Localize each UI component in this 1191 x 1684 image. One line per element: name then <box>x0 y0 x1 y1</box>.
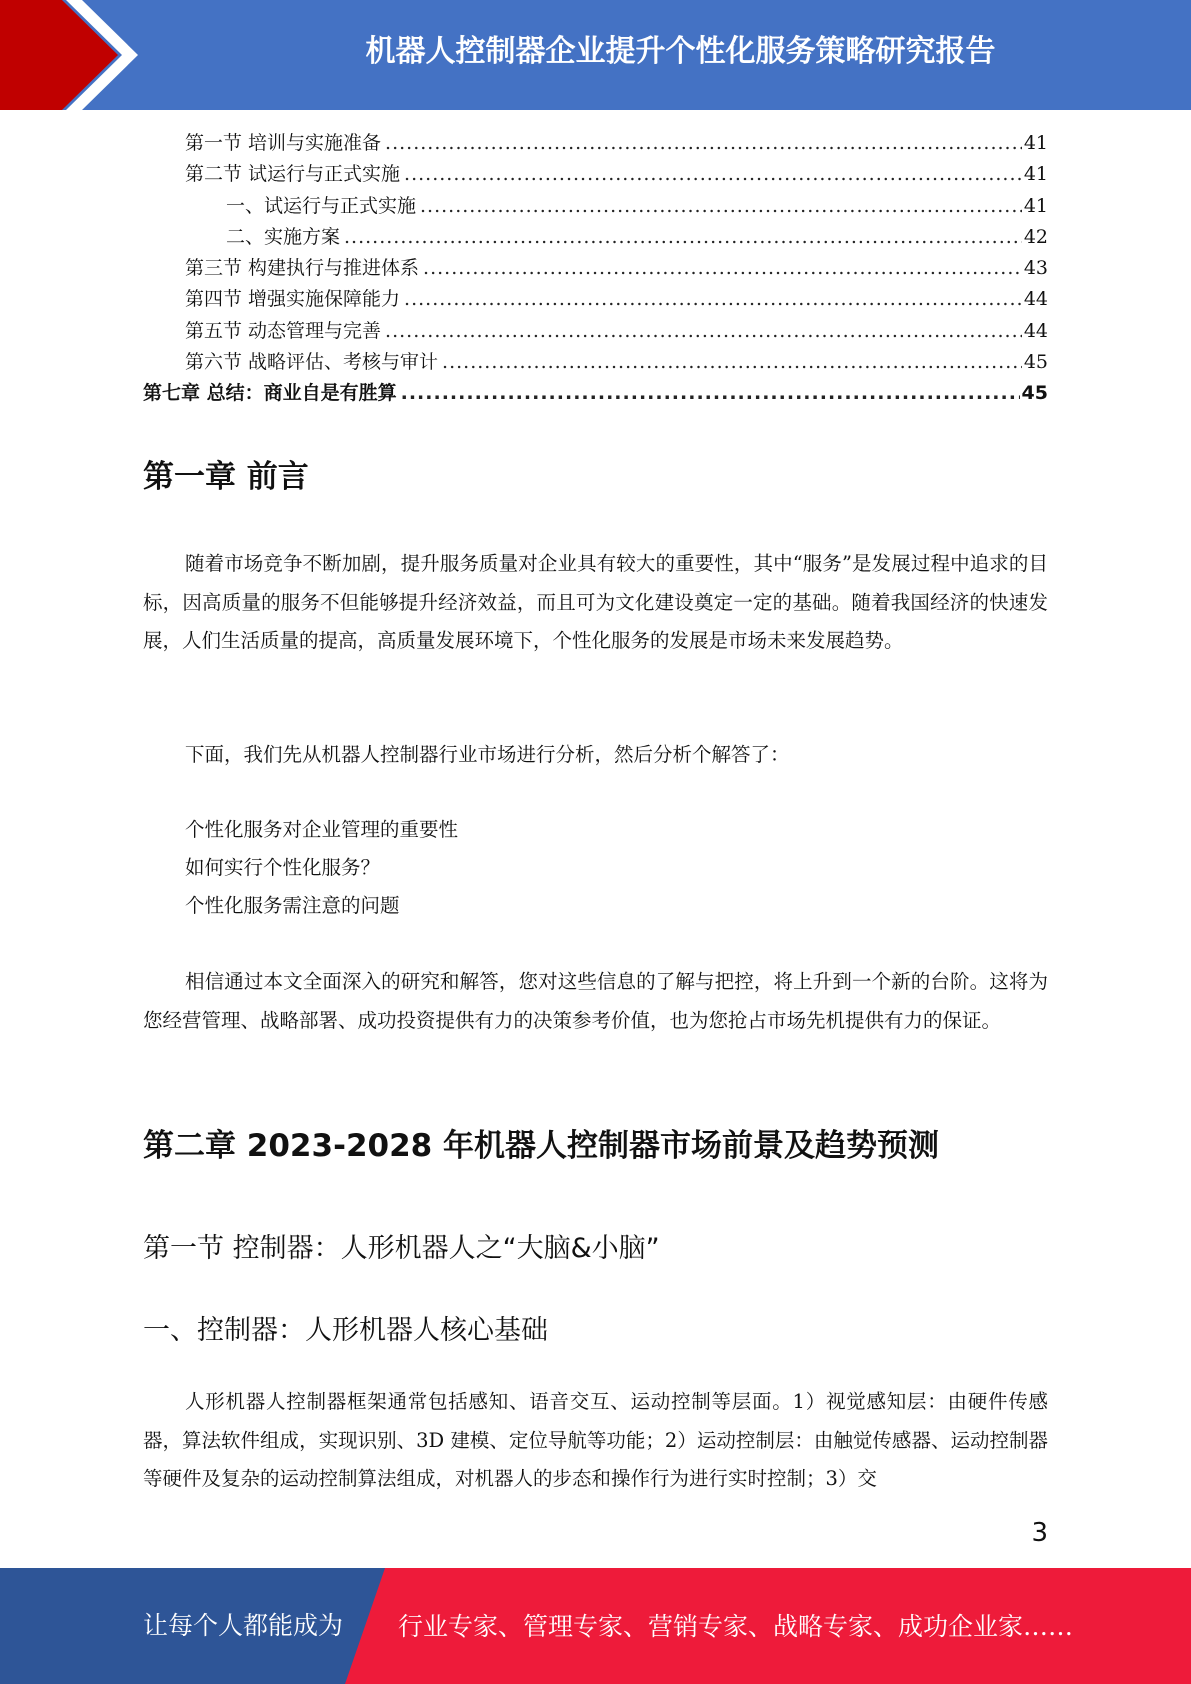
toc-leader-dots <box>401 378 1020 409</box>
section-heading: 第一节 控制器：人形机器人之“大脑&小脑” <box>143 1233 660 1264</box>
toc-entry-label: 第三节 构建执行与推进体系 <box>185 257 420 280</box>
toc-entry[interactable] <box>143 284 1048 315</box>
toc-leader-dots <box>442 347 1022 378</box>
list-item: 个性化服务对企业管理的重要性 <box>185 818 459 841</box>
page-footer <box>0 1568 1191 1684</box>
toc-entry-page: 45 <box>1021 382 1048 405</box>
header-arrow-decoration <box>0 0 160 110</box>
toc-entry-label: 一、试运行与正式实施 <box>226 194 417 217</box>
toc-entry-page: 42 <box>1023 225 1048 248</box>
footer-slogan-left: 让每个人都能成为 <box>143 1611 344 1640</box>
toc-entry-label: 第一节 培训与实施准备 <box>185 132 382 154</box>
chapter-1-paragraph-1: 随着市场竞争不断加剧，提升服务质量对企业具有较大的重要性，其中“服务”是发展过程中追求的目标，因高质量的服务不但能够提升经济效益，而且可为文化建设奠定一定的基础。随着我国经济的快速发展，人们生活质量的提高，高质量发展环境下，个性化服务的发展是市场未来发展趋势。 <box>143 552 1048 652</box>
chapter-2-heading: 第二章 2023-2028 年机器人控制器市场前景及趋势预测 <box>143 1128 940 1164</box>
toc-leader-dots <box>423 253 1022 284</box>
toc-leader-dots <box>385 316 1022 347</box>
list-item: 个性化服务需注意的问题 <box>185 894 400 917</box>
toc-entry-label: 第五节 动态管理与完善 <box>185 319 382 342</box>
toc-leader-dots <box>404 284 1022 315</box>
toc-leader-dots <box>344 222 1022 253</box>
page-number: 3 <box>1031 1518 1048 1548</box>
toc-entry-page: 41 <box>1023 194 1048 217</box>
toc-entry-label: 第六节 战略评估、考核与审计 <box>185 351 439 374</box>
toc-entry-page: 41 <box>1023 132 1048 154</box>
toc-entry-page: 43 <box>1023 257 1048 280</box>
toc-entry-chapter[interactable] <box>143 378 1048 409</box>
toc-entry[interactable] <box>143 159 1048 190</box>
toc-entry-page: 45 <box>1023 351 1048 374</box>
report-title: 机器人控制器企业提升个性化服务策略研究报告 <box>365 34 996 69</box>
toc-entry[interactable] <box>143 128 1048 159</box>
chapter-1-paragraph-2: 下面，我们先从机器人控制器行业市场进行分析，然后分析个解答了： <box>185 743 790 766</box>
table-of-contents <box>143 128 1048 410</box>
chapter-2-paragraph-1: 人形机器人控制器框架通常包括感知、语音交互、运动控制等层面。1）视觉感知层：由硬件传感器，算法软件组成，实现识别、3D 建模、定位导航等功能；2）运动控制层：由触觉传感器、运动控制器等硬件及复杂的运动控制算法组成，对机器人的步态和操作行为进行实时控制；3）交 <box>143 1390 1048 1490</box>
subsection-heading: 一、控制器：人形机器人核心基础 <box>143 1315 548 1346</box>
toc-entry[interactable] <box>143 222 1048 253</box>
page-header <box>0 0 1191 110</box>
toc-entry-label: 二、实施方案 <box>226 225 341 248</box>
toc-entry-page: 41 <box>1023 163 1048 186</box>
toc-entry-label: 第七章 总结：商业自是有胜算 <box>143 382 397 405</box>
toc-entry[interactable] <box>143 347 1048 378</box>
toc-leader-dots <box>385 128 1022 159</box>
toc-entry[interactable] <box>143 253 1048 284</box>
toc-leader-dots <box>420 191 1022 222</box>
toc-entry[interactable] <box>143 316 1048 347</box>
toc-entry-label: 第四节 增强实施保障能力 <box>185 288 401 311</box>
toc-entry-page: 44 <box>1023 288 1048 311</box>
toc-leader-dots <box>404 159 1022 190</box>
list-item: 如何实行个性化服务？ <box>185 856 381 879</box>
toc-entry-page: 44 <box>1023 319 1048 342</box>
chapter-1-paragraph-3: 相信通过本文全面深入的研究和解答，您对这些信息的了解与把控，将上升到一个新的台阶。这将为您经营管理、战略部署、成功投资提供有力的决策参考价值，也为您抢占市场先机提供有力的保证。 <box>143 970 1048 1032</box>
chapter-1-heading: 第一章 前言 <box>143 459 309 495</box>
footer-slogan-right: 行业专家、管理专家、营销专家、战略专家、成功企业家…… <box>398 1612 1074 1641</box>
toc-entry-label: 第二节 试运行与正式实施 <box>185 163 401 186</box>
toc-entry[interactable] <box>143 191 1048 222</box>
